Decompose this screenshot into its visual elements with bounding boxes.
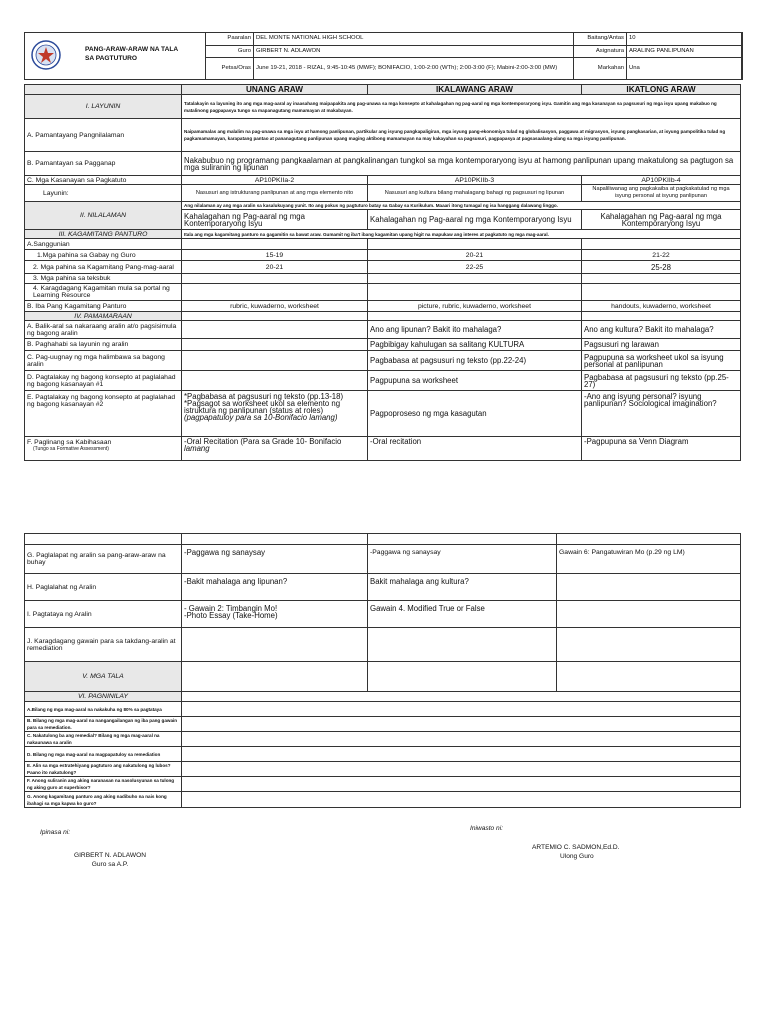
materials-heading-row <box>25 230 741 239</box>
document-header <box>24 32 742 80</box>
procedure-e-line: *Pagbabasa at pagsusuri ng teksto (pp.13-18) <box>184 392 344 401</box>
reference-label: 4. Karagdagang Kagamitan mula sa portal ng Learning Resource <box>25 284 182 301</box>
reference-value: 25-28 <box>582 261 741 274</box>
procedure-value: Pagpupuna sa worksheet ukol sa isyung personal at panlipunan <box>582 351 741 371</box>
date-label: Petsa/Oras <box>206 58 254 80</box>
empty-cell <box>368 239 582 250</box>
reflection-row <box>25 792 741 808</box>
reflection-row <box>25 762 741 777</box>
other-materials-label: B. Iba Pang Kagamitang Panturo <box>25 301 182 312</box>
assignment-row <box>25 628 741 662</box>
mastery-line: -Oral Recitation (Para sa Grade 10- Bonifacio <box>184 437 342 446</box>
procedure-row <box>25 351 741 371</box>
nilalaman-heading: II. NILALAMAN <box>25 202 182 230</box>
reflection-row <box>25 717 741 732</box>
content-standard-row <box>25 119 741 152</box>
objective-label: Layunin: <box>25 185 182 202</box>
reflection-row <box>25 702 741 717</box>
topic-text: Kahalagahan ng Pag-aaral ng mga Kontemporaryong Isyu <box>182 210 368 230</box>
subject-value: ARALING PANLIPUNAN <box>627 45 743 58</box>
procedure-row-e <box>25 391 741 437</box>
reflection-item: E. Alin sa mga estratehiyang pagtuturo ang nakatulong ng lubos? Paano ito nakatulong? <box>25 762 182 777</box>
procedure-label: E. Pagtalakay ng bagong konsepto at paglalahad ng bagong kasanayan #2 <box>25 391 182 437</box>
reference-label: 2. Mga pahina sa Kagamitang Pang-mag-aaral <box>25 261 182 274</box>
teacher-name: GIRBERT N. ADLAWON <box>73 852 147 859</box>
mastery-line: lamang <box>184 444 210 453</box>
mastery-row <box>25 437 741 461</box>
reflection-answer <box>182 747 741 762</box>
performance-standard-label: B. Pamantayan sa Pagganap <box>25 152 182 176</box>
generalization-value: -Bakit mahalaga ang lipunan? <box>182 574 368 601</box>
procedure-value: Pagbabasa at pagsusuri ng teksto (pp.25-27) <box>582 371 741 391</box>
reference-label: 1.Mga pahina sa Gabay ng Guro <box>25 250 182 261</box>
reflection-heading-row <box>25 692 741 702</box>
objective-text: Nasusuri ang istrukturang panlipunan at ang mga elemento nito <box>182 185 368 202</box>
procedure-value <box>182 339 368 351</box>
empty-cell <box>368 662 557 692</box>
header-row <box>206 58 743 80</box>
reflection-row <box>25 777 741 792</box>
lesson-table-part-1 <box>24 84 741 461</box>
procedure-value: Ano ang lipunan? Bakit ito mahalaga? <box>368 321 582 339</box>
procedure-value <box>182 351 368 371</box>
procedure-e-note: (pagpapatuloy para sa 10-Bonifacio lamang) <box>184 413 338 422</box>
reflection-answer <box>182 702 741 717</box>
topic-text: Kahalagahan ng Pag-aaral ng mga Kontemporaryong Isyu <box>368 210 582 230</box>
mga-tala-heading: V. MGA TALA <box>25 662 182 692</box>
reference-value <box>582 274 741 284</box>
lesson-table-part-2 <box>24 533 741 808</box>
empty-cell <box>182 312 368 321</box>
application-row <box>25 545 741 574</box>
procedure-value <box>182 321 368 339</box>
prepared-by-label: Ipinasa ni: <box>40 829 71 836</box>
other-materials-value: rubric, kuwaderno, worksheet <box>182 301 368 312</box>
evaluation-value: Gawain 4. Modified True or False <box>368 601 557 628</box>
empty-cell <box>182 692 741 702</box>
layunin-heading: I. LAYUNIN <box>25 95 182 119</box>
pamamaraan-heading: IV. PAMAMARAAN <box>25 312 182 321</box>
generalization-value <box>557 574 741 601</box>
quarter-value: Una <box>627 58 743 80</box>
content-note-row <box>25 202 741 210</box>
nilalaman-note: Ang nilalaman ay ang mga aralin sa kasalukuyang yunit. Ito ang pokus ng pagtuturo batay sa Gabay sa Kurikulum. Maaari itong tumagal ng isa hanggang dalawang linggo. <box>182 202 741 210</box>
reference-row <box>25 261 741 274</box>
remarks-row <box>25 662 741 692</box>
subject-label: Asignatura <box>574 45 627 58</box>
assignment-value <box>557 628 741 662</box>
empty-cell <box>368 534 557 545</box>
procedure-e-line: *Pagsagot sa worksheet ukol sa elemento ng istruktura ng panlipunan (status at roles) <box>184 399 341 415</box>
reflection-item: D. Bilang ng mga mag-aaral na magpapatuloy sa remediation <box>25 747 182 762</box>
empty-cell <box>182 534 368 545</box>
competency-code: AP10PKIIa-2 <box>182 176 368 185</box>
evaluation-value <box>557 601 741 628</box>
generalization-label: H. Paglalahat ng Aralin <box>25 574 182 601</box>
competency-code: AP10PKIIb-4 <box>582 176 741 185</box>
reflection-row <box>25 747 741 762</box>
other-materials-row <box>25 301 741 312</box>
reflection-answer <box>182 732 741 747</box>
reference-value <box>582 284 741 301</box>
application-value: -Paggawa ng sanaysay <box>368 545 557 574</box>
reflection-item: C. Nakatulong ba ang remedial? Bilang ng mga mag-aaral na nakaunawa sa aralin <box>25 732 182 747</box>
competency-label: C. Mga Kasanayan sa Pagkatuto <box>25 176 182 185</box>
reflection-row <box>25 732 741 747</box>
other-materials-value: picture, rubric, kuwaderno, worksheet <box>368 301 582 312</box>
reference-row <box>25 250 741 261</box>
reflection-item: F. Anong suliranin ang aking naranasan na nasolusyunan sa tulong ng aking guro at superbisor? <box>25 777 182 792</box>
checked-by-block <box>470 824 670 861</box>
reflection-answer <box>182 777 741 792</box>
teacher-label: Guro <box>206 45 254 58</box>
procedure-value-e <box>182 391 368 437</box>
grade-value: 10 <box>627 33 743 46</box>
mastery-label: F. Paglinang sa Kabihasaan <box>27 439 112 446</box>
procedure-row <box>25 339 741 351</box>
empty-cell <box>582 312 741 321</box>
empty-cell <box>582 239 741 250</box>
mastery-sublabel: (Tungo sa Formative Assessment) <box>33 446 109 452</box>
mastery-value-cell <box>182 437 368 461</box>
kagamitan-heading: III. KAGAMITANG PANTURO <box>25 230 182 239</box>
date-value: June 19-21, 2018 - RIZAL, 9:45-10:45 (MWF); BONIFACIO, 1:00-2:00 (WTh); 2:00-3:00 (F); Mabini-2:00-3:00 (MW) <box>254 58 574 80</box>
procedure-value: Pagsusuri ng larawan <box>582 339 741 351</box>
procedure-label: D. Pagtalakay ng bagong konsepto at paglalahad ng bagong kasanayan #1 <box>25 371 182 391</box>
day-2-header: IKALAWANG ARAW <box>368 85 582 95</box>
procedure-label: A. Balik-aral sa nakaraang aralin at/o pagsisimula ng bagong aralin <box>25 321 182 339</box>
reference-value <box>368 274 582 284</box>
content-standard-text: Naipamamalas ang malalim na pag-unawa sa mga isyu at hamong panlipunan, partikular ang isyung pangkapaligiran, mga isyung pang-ekonomiya tulad ng globalisasyon, paggawa at migrasyon, isyung pangkasarian, at isyung pampolitika tulad ng pagkamamamayan, karapatang pantao at pananagutang panlipunan upang maging aktibong mamamayan na may kakayahan sa pagsusuri, pagpapasya at pagsasaalang-alang sa mga isyung panlipunan. <box>182 119 741 152</box>
performance-standard-text: Nakabubuo ng programang pangkaalaman at pangkalinangan tungkol sa mga kontemporaryong isyu at hamong panlipunan upang makatulong sa pagtugon sa mga suliranin ng lipunan <box>182 152 741 176</box>
teacher-role: Guro sa A.P. <box>91 861 129 868</box>
deped-seal-icon <box>31 40 61 70</box>
references-row <box>25 239 741 250</box>
generalization-row <box>25 574 741 601</box>
header-info-table <box>205 32 743 80</box>
application-label: G. Paglalapat ng aralin sa pang-araw-araw na buhay <box>25 545 182 574</box>
procedure-row <box>25 371 741 391</box>
reflection-answer <box>182 792 741 808</box>
mastery-value: -Oral recitation <box>368 437 582 461</box>
head-role: Ulong Guro <box>560 853 594 860</box>
school-label: Paaralan <box>206 33 254 46</box>
reference-value <box>182 284 368 301</box>
mastery-value: -Pagpupuna sa Venn Diagram <box>582 437 741 461</box>
other-materials-value: handouts, kuwaderno, worksheet <box>582 301 741 312</box>
empty-cell <box>182 239 368 250</box>
title-line-1: PANG-ARAW-ARAW NA TALA <box>85 46 179 53</box>
reference-value: 21-22 <box>582 250 741 261</box>
reflection-item: A.Bilang ng mga mag-aaral na nakakuha ng 80% sa pagtataya <box>25 702 182 717</box>
header-row <box>206 33 743 46</box>
empty-cell <box>557 534 741 545</box>
reflection-answer <box>182 762 741 777</box>
application-value: Gawain 6: Pangatuwiran Mo (p.29 ng LM) <box>557 545 741 574</box>
generalization-value: Bakit mahalaga ang kultura? <box>368 574 557 601</box>
competency-code: AP10PKIIb-3 <box>368 176 582 185</box>
reference-value: 20-21 <box>182 261 368 274</box>
grade-label: Baitang/Antas <box>574 33 627 46</box>
checked-by-label: Iniwasto ni: <box>470 825 503 832</box>
evaluation-label: I. Pagtataya ng Aralin <box>25 601 182 628</box>
reference-row <box>25 274 741 284</box>
procedure-value: Pagpupuna sa worksheet <box>368 371 582 391</box>
evaluation-row <box>25 601 741 628</box>
reflection-answer <box>182 717 741 732</box>
empty-cell <box>557 662 741 692</box>
empty-cell <box>368 312 582 321</box>
assignment-value <box>182 628 368 662</box>
procedure-value: Ano ang kultura? Bakit ito mahalaga? <box>582 321 741 339</box>
lesson-objective-row <box>25 185 741 202</box>
application-value: -Paggawa ng sanaysay <box>182 545 368 574</box>
objectives-row <box>25 95 741 119</box>
competency-code-row <box>25 176 741 185</box>
day-header-row <box>25 85 741 95</box>
content-standard-label: A. Pamantayang Pangnilalaman <box>25 119 182 152</box>
head-name: ARTEMIO C. SADMON,Ed.D. <box>532 844 620 851</box>
reference-value: 15-19 <box>182 250 368 261</box>
performance-standard-row <box>25 152 741 176</box>
blank-cell <box>25 85 182 95</box>
references-label: A.Sanggunian <box>25 239 182 250</box>
objective-text: Napaliliwanag ang pagkakaiba at pagkakatulad ng mga isyung personal at isyung panlipunan <box>582 185 741 202</box>
day-3-header: IKATLONG ARAW <box>582 85 741 95</box>
assignment-label: J. Karagdagang gawain para sa takdang-aralin at remediation <box>25 628 182 662</box>
reference-value: 22-25 <box>368 261 582 274</box>
prepared-by-block <box>40 828 180 869</box>
procedure-label: C. Pag-uugnay ng mga halimbawa sa bagong aralin <box>25 351 182 371</box>
empty-cell <box>25 534 182 545</box>
reference-value <box>182 274 368 284</box>
document-title <box>85 45 205 63</box>
title-line-2: SA PAGTUTURO <box>85 55 138 62</box>
procedure-value: -Ano ang isyung personal? isyung panlipunan? Sociological imagination? <box>582 391 741 437</box>
reference-row <box>25 284 741 301</box>
procedure-value <box>182 371 368 391</box>
procedure-value: Pagbabasa at pagsusuri ng teksto (pp.22-24) <box>368 351 582 371</box>
assignment-value <box>368 628 557 662</box>
kagamitan-note: Itala ang mga kagamitang panturo na gagamitin sa bawat araw. Gumamit ng iba't ibang kagamitan upang higit na mapukaw ang interes at pagkatuto ng mga mag-aaral. <box>182 230 741 239</box>
procedure-heading-row <box>25 312 741 321</box>
reference-label: 3. Mga pahina sa teksbuk <box>25 274 182 284</box>
school-value: DEL MONTE NATIONAL HIGH SCHOOL <box>254 33 574 46</box>
reflection-item: B. Bilang ng mga mag-aaral na nangangailangan ng iba pang gawain para sa remediation. <box>25 717 182 732</box>
procedure-value: Pagpoproseso ng mga kasagutan <box>368 391 582 437</box>
blank-row <box>25 534 741 545</box>
reference-value <box>368 284 582 301</box>
teacher-value: GIRBERT N. ADLAWON <box>254 45 574 58</box>
reference-value: 20-21 <box>368 250 582 261</box>
topic-text: Kahalagahan ng Pag-aaral ng mga Kontemporaryong Isyu <box>582 210 741 230</box>
header-row <box>206 45 743 58</box>
mastery-label-cell <box>25 437 182 461</box>
quarter-label: Markahan <box>574 58 627 80</box>
procedure-row <box>25 321 741 339</box>
objective-text: Nasusuri ang kultura bilang mahalagang bahagi ng pagsusuri ng lipunan <box>368 185 582 202</box>
layunin-text: Tatalakayin sa layuning ito ang mga mag-aaral ay inaasahang maipapakita ang pag-unawa sa mga konsepto at kahalagahan ng pag-aaral ng mga kontemporaryong isyu. Gamitin ang mga kasanayan sa pagsusuri ng mga isyu upang makabuo ng matalinong pagpapasya tungo sa mapanagutang mamamayan at makabayan. <box>182 95 741 119</box>
day-1-header: UNANG ARAW <box>182 85 368 95</box>
empty-cell <box>182 662 368 692</box>
pagninilay-heading: VI. PAGNINILAY <box>25 692 182 702</box>
procedure-value: Pagbibigay kahulugan sa salitang KULTURA <box>368 339 582 351</box>
reflection-item: G. Anong kagamitang panturo ang aking nadibuho na nais kong ibahagi sa mga kapwa ko guro? <box>25 792 182 808</box>
evaluation-value: - Gawain 2: Timbangin Mo! -Photo Essay (Take-Home) <box>182 601 368 628</box>
procedure-label: B. Paghahabi sa layunin ng aralin <box>25 339 182 351</box>
